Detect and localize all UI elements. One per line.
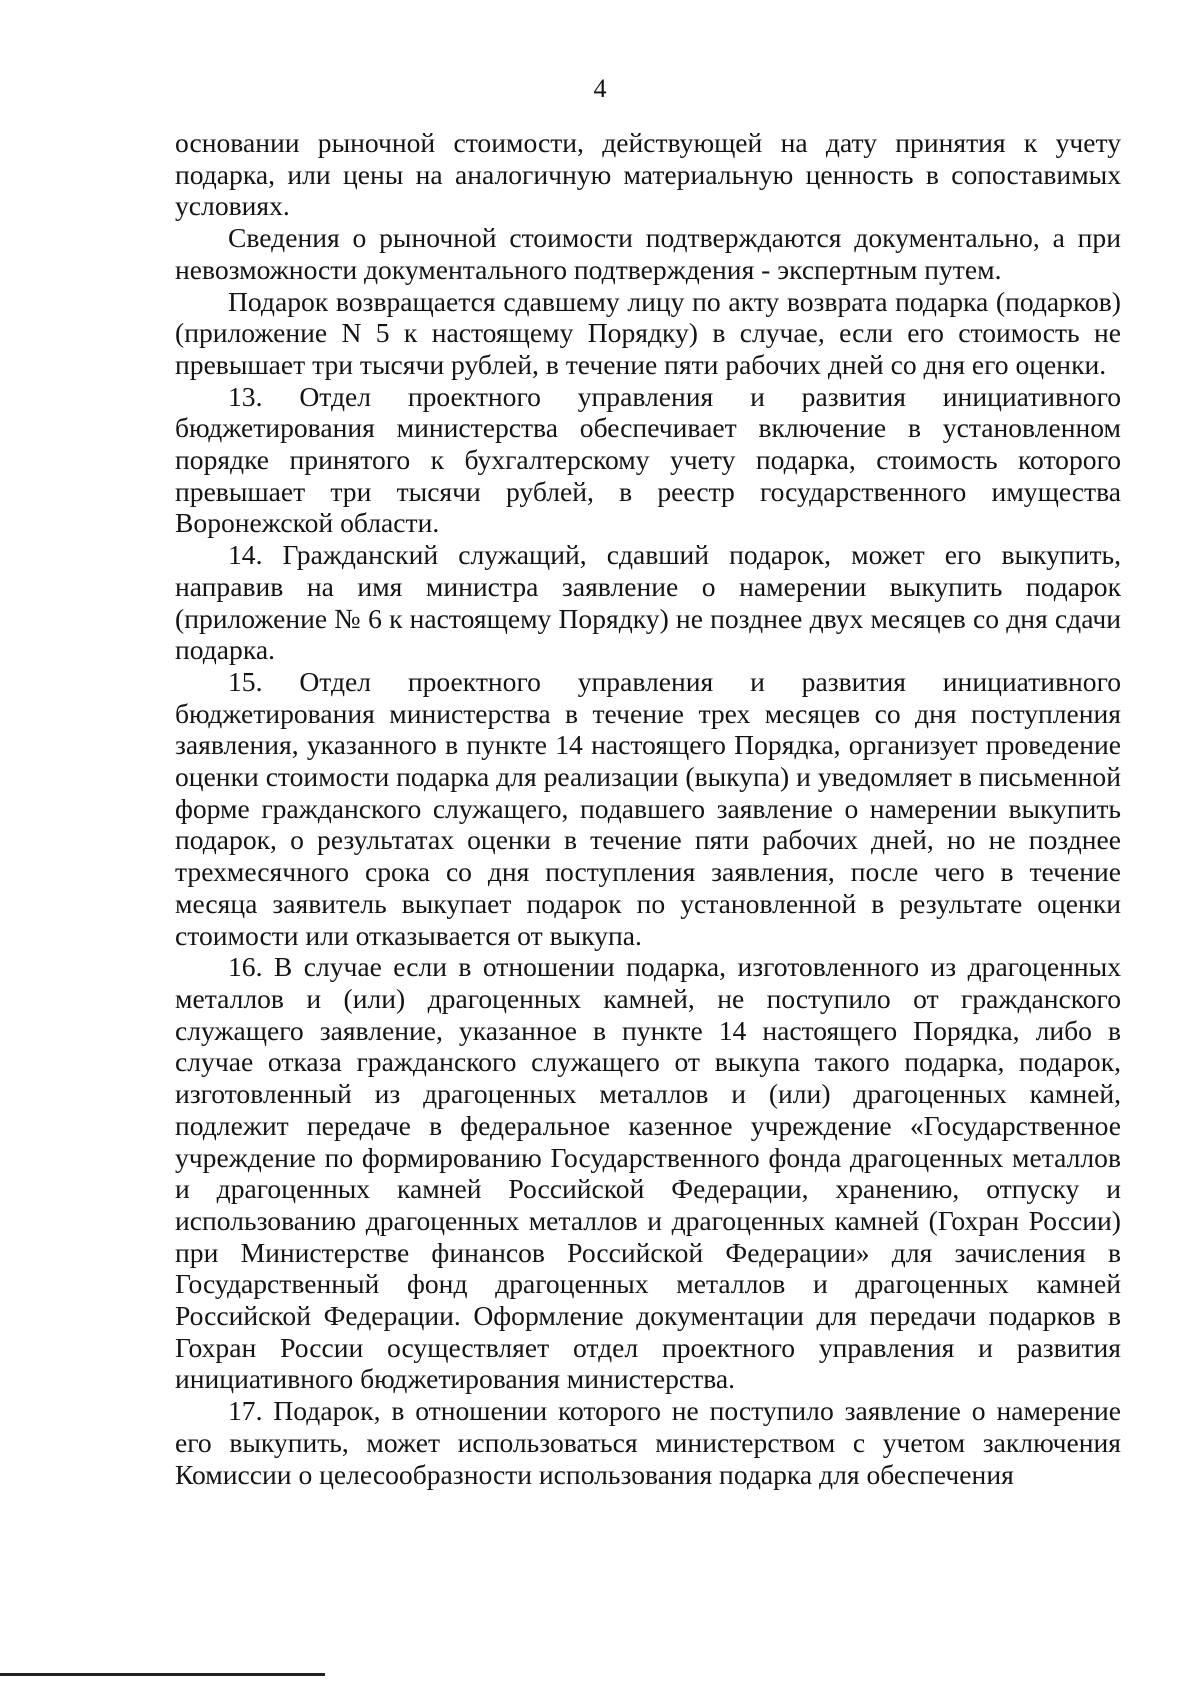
paragraph-continuation: основании рыночной стоимости, действующей на дату принятия к учету подарка, или цены на аналогичную материальную ценность в сопоставимых условиях. [175, 127, 1121, 222]
paragraph-item-14: 14. Гражданский служащий, сдавший подарок, может его выкупить, направив на имя министра заявление о намерении выкупить подарок (приложение № 6 к настоящему Порядку) не позднее двух месяцев со дня сдачи подарка. [175, 539, 1121, 666]
footer-rule [0, 1673, 325, 1676]
paragraph-market-value-evidence: Сведения о рыночной стоимости подтверждаются документально, а при невозможности документального подтверждения - экспертным путем. [175, 222, 1121, 285]
paragraph-item-16: 16. В случае если в отношении подарка, изготовленного из драгоценных металлов и (или) драгоценных камней, не поступило от гражданского служащего заявление, указанное в пункте 14 настоящего Порядка, либо в случае отказа гражданского служащего от выкупа такого подарка, подарок, изготовленный из драгоценных металлов и (или) драгоценных камней, подлежит передаче в федеральное казенное учреждение «Государственное учреждение по формированию Государственного фонда драгоценных металлов и драгоценных камней Российской Федерации, хранению, отпуску и использованию драгоценных металлов и драгоценных камней (Гохран России) при Министерстве финансов Российской Федерации» для зачисления в Государственный фонд драгоценных металлов и драгоценных камней Российской Федерации. Оформление документации для передачи подарков в Гохран России осуществляет отдел проектного управления и развития инициативного бюджетирования министерства. [175, 951, 1121, 1395]
paragraph-item-15: 15. Отдел проектного управления и развития инициативного бюджетирования министерства в течение трех месяцев со дня поступления заявления, указанного в пункте 14 настоящего Порядка, организует проведение оценки стоимости подарка для реализации (выкупа) и уведомляет в письменной форме гражданского служащего, подавшего заявление о намерении выкупить подарок, о результатах оценки в течение пяти рабочих дней, но не позднее трехмесячного срока со дня поступления заявления, после чего в течение месяца заявитель выкупает подарок по установленной в результате оценки стоимости или отказывается от выкупа. [175, 665, 1121, 951]
page-number: 4 [593, 74, 607, 103]
paragraph-item-13: 13. Отдел проектного управления и развития инициативного бюджетирования министерства обеспечивает включение в установленном порядке принятого к бухгалтерскому учету подарка, стоимость которого превышает три тысячи рублей, в реестр государственного имущества Воронежской области. [175, 380, 1121, 539]
document-body [175, 127, 1121, 1490]
paragraph-item-17: 17. Подарок, в отношении которого не поступило заявление о намерение его выкупить, может использоваться министерством с учетом заключения Комиссии о целесообразности использования подарка для обеспечения [175, 1395, 1121, 1490]
paragraph-gift-return: Подарок возвращается сдавшему лицу по акту возврата подарка (подарков) (приложение N 5 к настоящему Порядку) в случае, если его стоимость не превышает три тысячи рублей, в течение пяти рабочих дней со дня его оценки. [175, 285, 1121, 380]
